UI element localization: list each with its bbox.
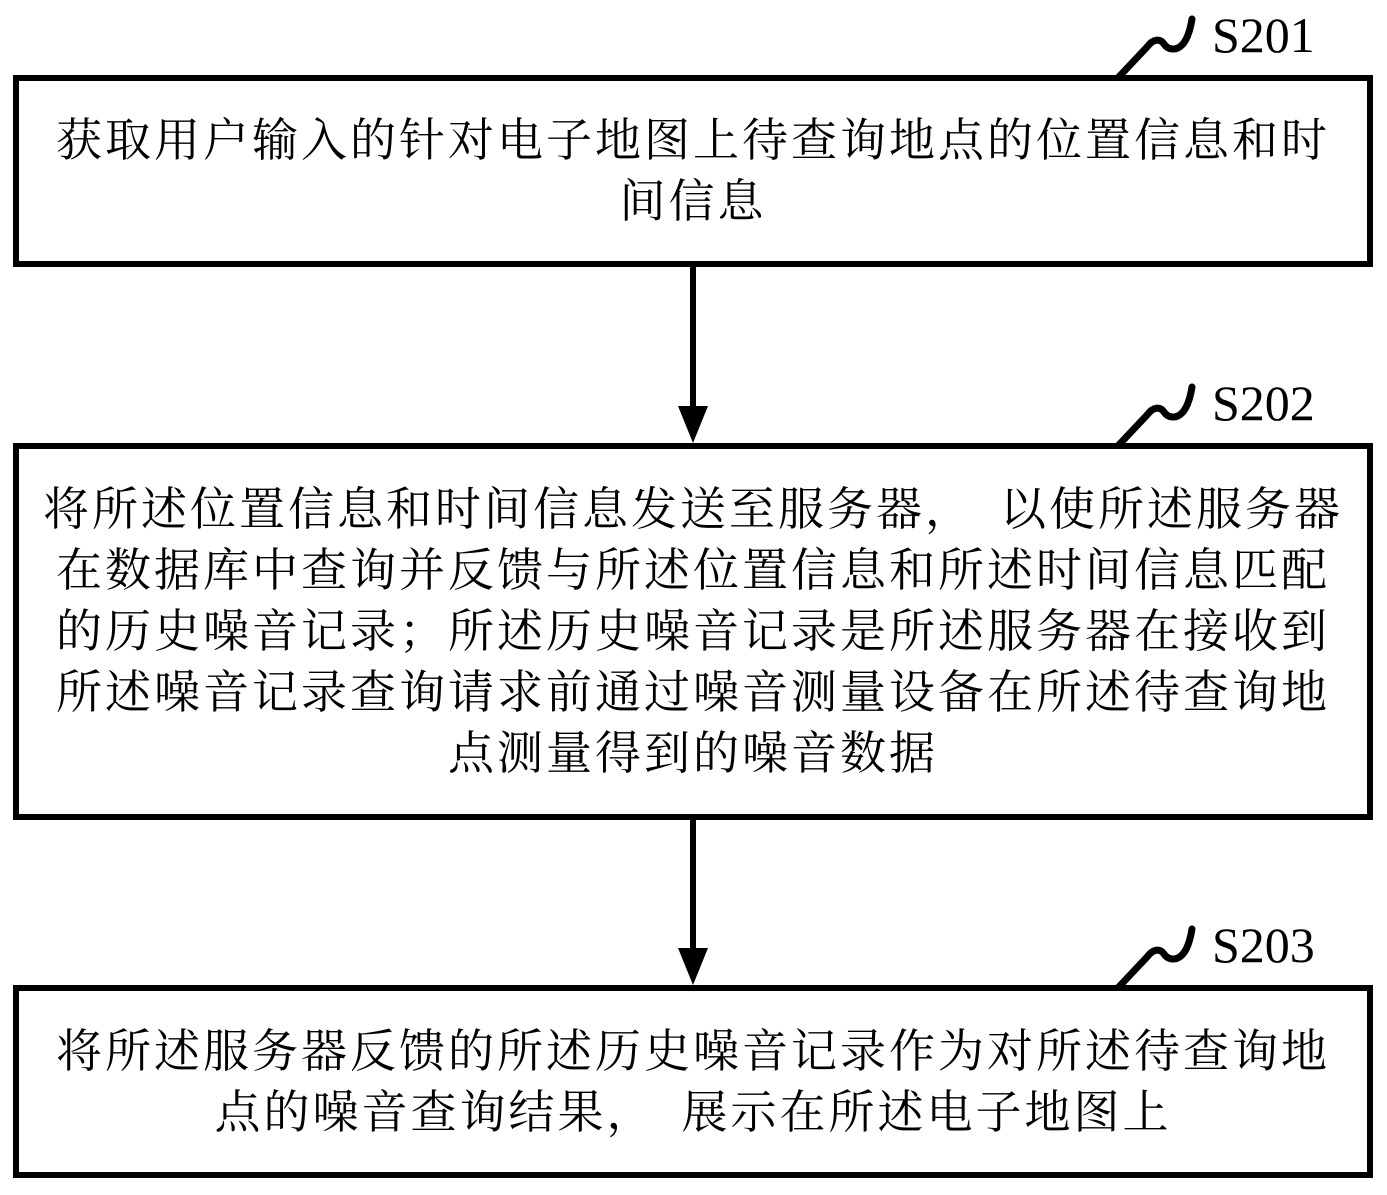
flow-arrow-s201-to-s202	[678, 267, 708, 443]
squiggle-connector-icon	[1112, 923, 1204, 993]
arrow-head-icon	[678, 406, 708, 443]
step-text-line: 的历史噪音记录；所述历史噪音记录是所述服务器在接收到	[56, 606, 1330, 657]
squiggle-connector-icon	[1112, 381, 1204, 451]
step-id-text: S202	[1212, 375, 1315, 431]
step-label-s201	[1112, 5, 1315, 83]
flow-arrow-s202-to-s203	[678, 820, 708, 985]
squiggle-connector-icon	[1112, 13, 1204, 83]
step-label-s202	[1112, 373, 1315, 451]
step-text-line: 所述噪音记录查询请求前通过噪音测量设备在所述待查询地	[56, 667, 1330, 718]
step-text-line: 点的噪音查询结果， 展示在所述电子地图上	[214, 1086, 1172, 1138]
arrow-shaft	[690, 820, 696, 948]
flow-step-box-s202	[13, 443, 1373, 820]
arrow-head-icon	[678, 948, 708, 985]
step-text-line: 点测量得到的噪音数据	[448, 728, 938, 779]
step-text-line: 将所述位置信息和时间信息发送至服务器， 以使所述服务器	[43, 484, 1343, 535]
step-id-text: S203	[1212, 917, 1315, 973]
step-text-line: 间信息	[619, 176, 767, 227]
step-text-line: 将所述服务器反馈的所述历史噪音记录作为对所述待查询地	[56, 1025, 1330, 1077]
step-label-s203	[1112, 915, 1315, 993]
flow-step-box-s203	[13, 985, 1373, 1178]
arrow-shaft	[690, 267, 696, 406]
step-text-line: 在数据库中查询并反馈与所述位置信息和所述时间信息匹配	[56, 545, 1330, 596]
step-text-line: 获取用户输入的针对电子地图上待查询地点的位置信息和时	[56, 115, 1330, 166]
step-id-text: S201	[1212, 7, 1315, 63]
flow-step-box-s201	[13, 75, 1373, 267]
